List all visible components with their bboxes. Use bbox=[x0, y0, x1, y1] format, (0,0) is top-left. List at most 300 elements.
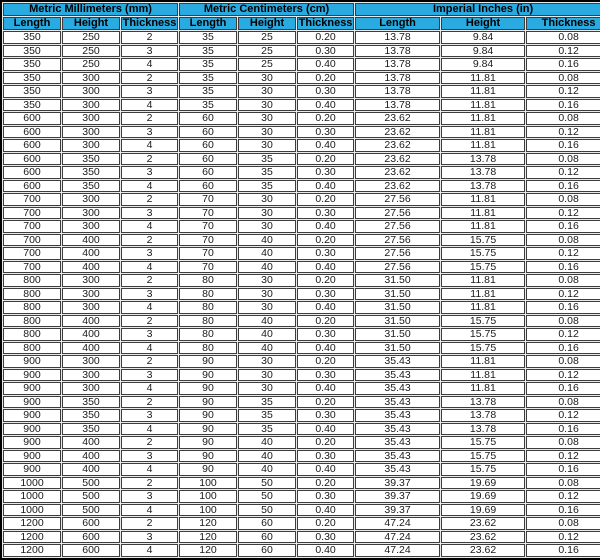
cell: 13.78 bbox=[441, 396, 525, 409]
table-row bbox=[3, 477, 600, 490]
cell: 0.40 bbox=[297, 423, 354, 436]
group-header-metric-cm: Metric Centimeters (cm) bbox=[179, 3, 354, 16]
table-row bbox=[3, 423, 600, 436]
cell: 0.12 bbox=[526, 247, 600, 260]
cell: 3 bbox=[121, 369, 178, 382]
table-row bbox=[3, 153, 600, 166]
cell: 4 bbox=[121, 382, 178, 395]
cell: 9.84 bbox=[441, 45, 525, 58]
cell: 0.16 bbox=[526, 139, 600, 152]
column-header-thickness-mm: Thickness bbox=[122, 17, 177, 29]
cell: 35 bbox=[179, 31, 237, 44]
cell: 4 bbox=[121, 139, 178, 152]
cell: 0.30 bbox=[297, 166, 354, 179]
cell: 0.16 bbox=[526, 382, 600, 395]
cell: 15.75 bbox=[441, 315, 525, 328]
cell: 900 bbox=[3, 436, 61, 449]
cell: 350 bbox=[3, 45, 61, 58]
table-row bbox=[3, 139, 600, 152]
cell: 350 bbox=[3, 85, 61, 98]
cell: 13.78 bbox=[355, 58, 440, 71]
cell: 300 bbox=[62, 288, 120, 301]
cell: 35 bbox=[179, 58, 237, 71]
cell: 35 bbox=[179, 72, 237, 85]
cell: 23.62 bbox=[441, 517, 525, 530]
cell: 0.12 bbox=[526, 409, 600, 422]
cell: 0.20 bbox=[297, 396, 354, 409]
cell: 11.81 bbox=[441, 355, 525, 368]
cell: 0.40 bbox=[297, 463, 354, 476]
cell: 800 bbox=[3, 315, 61, 328]
cell: 35 bbox=[238, 396, 296, 409]
cell: 2 bbox=[121, 234, 178, 247]
cell: 40 bbox=[238, 234, 296, 247]
cell: 60 bbox=[238, 544, 296, 557]
cell: 35 bbox=[179, 99, 237, 112]
cell: 400 bbox=[62, 234, 120, 247]
cell: 31.50 bbox=[355, 342, 440, 355]
cell: 90 bbox=[179, 436, 237, 449]
cell: 90 bbox=[179, 450, 237, 463]
cell: 120 bbox=[179, 531, 237, 544]
cell: 0.16 bbox=[526, 99, 600, 112]
cell: 30 bbox=[238, 126, 296, 139]
cell: 19.69 bbox=[441, 490, 525, 503]
cell: 0.40 bbox=[297, 342, 354, 355]
cell: 300 bbox=[62, 369, 120, 382]
cell: 11.81 bbox=[441, 382, 525, 395]
cell: 39.37 bbox=[355, 477, 440, 490]
cell: 600 bbox=[62, 531, 120, 544]
cell: 3 bbox=[121, 531, 178, 544]
cell: 0.16 bbox=[526, 463, 600, 476]
cell: 300 bbox=[62, 99, 120, 112]
cell: 350 bbox=[3, 72, 61, 85]
cell: 90 bbox=[179, 423, 237, 436]
cell: 0.12 bbox=[526, 207, 600, 220]
cell: 19.69 bbox=[441, 477, 525, 490]
cell: 40 bbox=[238, 328, 296, 341]
cell: 35.43 bbox=[355, 436, 440, 449]
cell: 30 bbox=[238, 112, 296, 125]
cell: 0.20 bbox=[297, 72, 354, 85]
cell: 70 bbox=[179, 234, 237, 247]
cell: 250 bbox=[62, 45, 120, 58]
cell: 400 bbox=[62, 463, 120, 476]
cell: 30 bbox=[238, 139, 296, 152]
cell: 30 bbox=[238, 72, 296, 85]
table-body bbox=[3, 31, 600, 557]
cell: 0.08 bbox=[526, 477, 600, 490]
cell: 11.81 bbox=[441, 99, 525, 112]
cell: 0.16 bbox=[526, 261, 600, 274]
cell: 300 bbox=[62, 85, 120, 98]
cell: 0.20 bbox=[297, 234, 354, 247]
cell: 35.43 bbox=[355, 450, 440, 463]
cell: 1200 bbox=[3, 517, 61, 530]
cell: 0.20 bbox=[297, 315, 354, 328]
cell: 300 bbox=[62, 207, 120, 220]
cell: 0.20 bbox=[297, 517, 354, 530]
cell: 800 bbox=[3, 328, 61, 341]
table-row bbox=[3, 180, 600, 193]
cell: 600 bbox=[3, 166, 61, 179]
cell: 350 bbox=[62, 409, 120, 422]
cell: 39.37 bbox=[355, 490, 440, 503]
column-header-thickness-in: Thickness bbox=[526, 17, 600, 30]
cell: 0.30 bbox=[297, 490, 354, 503]
cell: 35 bbox=[238, 153, 296, 166]
cell: 30 bbox=[238, 301, 296, 314]
table-row bbox=[3, 247, 600, 260]
cell: 100 bbox=[179, 490, 237, 503]
cell: 2 bbox=[121, 193, 178, 206]
cell: 0.40 bbox=[297, 382, 354, 395]
cell: 0.40 bbox=[297, 220, 354, 233]
cell: 0.30 bbox=[297, 409, 354, 422]
cell: 40 bbox=[238, 450, 296, 463]
cell: 23.62 bbox=[355, 126, 440, 139]
cell: 11.81 bbox=[441, 193, 525, 206]
cell: 90 bbox=[179, 409, 237, 422]
cell: 0.40 bbox=[297, 180, 354, 193]
cell: 30 bbox=[238, 193, 296, 206]
cell: 0.20 bbox=[297, 31, 354, 44]
cell: 70 bbox=[179, 220, 237, 233]
cell: 0.12 bbox=[526, 490, 600, 503]
cell: 1000 bbox=[3, 490, 61, 503]
cell: 4 bbox=[121, 180, 178, 193]
cell: 300 bbox=[62, 139, 120, 152]
cell: 2 bbox=[121, 315, 178, 328]
cell: 2 bbox=[121, 396, 178, 409]
cell: 250 bbox=[62, 58, 120, 71]
cell: 300 bbox=[62, 220, 120, 233]
cell: 400 bbox=[62, 436, 120, 449]
cell: 300 bbox=[62, 301, 120, 314]
cell: 3 bbox=[121, 126, 178, 139]
table-row bbox=[3, 409, 600, 422]
table-row bbox=[3, 234, 600, 247]
table-row bbox=[3, 274, 600, 287]
cell: 900 bbox=[3, 423, 61, 436]
column-header-row bbox=[3, 17, 600, 30]
cell: 300 bbox=[62, 355, 120, 368]
cell: 35 bbox=[238, 166, 296, 179]
cell: 27.56 bbox=[355, 207, 440, 220]
cell: 70 bbox=[179, 207, 237, 220]
cell: 800 bbox=[3, 274, 61, 287]
cell: 27.56 bbox=[355, 193, 440, 206]
cell: 0.30 bbox=[297, 207, 354, 220]
cell: 2 bbox=[121, 436, 178, 449]
cell: 90 bbox=[179, 382, 237, 395]
cell: 3 bbox=[121, 409, 178, 422]
cell: 0.30 bbox=[297, 369, 354, 382]
cell: 0.16 bbox=[526, 423, 600, 436]
cell: 11.81 bbox=[441, 139, 525, 152]
cell: 80 bbox=[179, 288, 237, 301]
cell: 40 bbox=[238, 463, 296, 476]
cell: 70 bbox=[179, 193, 237, 206]
cell: 19.69 bbox=[441, 504, 525, 517]
cell: 0.08 bbox=[526, 274, 600, 287]
cell: 0.12 bbox=[526, 328, 600, 341]
cell: 2 bbox=[121, 112, 178, 125]
cell: 0.12 bbox=[526, 166, 600, 179]
table-row bbox=[3, 436, 600, 449]
cell: 25 bbox=[238, 45, 296, 58]
cell: 35 bbox=[179, 45, 237, 58]
table-row bbox=[3, 220, 600, 233]
cell: 250 bbox=[62, 31, 120, 44]
cell: 900 bbox=[3, 409, 61, 422]
cell: 0.16 bbox=[526, 342, 600, 355]
cell: 120 bbox=[179, 517, 237, 530]
cell: 11.81 bbox=[441, 301, 525, 314]
cell: 350 bbox=[62, 166, 120, 179]
cell: 0.16 bbox=[526, 180, 600, 193]
cell: 13.78 bbox=[355, 85, 440, 98]
cell: 60 bbox=[179, 180, 237, 193]
table-row bbox=[3, 531, 600, 544]
cell: 0.12 bbox=[526, 369, 600, 382]
cell: 700 bbox=[3, 193, 61, 206]
cell: 0.30 bbox=[297, 531, 354, 544]
cell: 50 bbox=[238, 504, 296, 517]
cell: 31.50 bbox=[355, 274, 440, 287]
cell: 2 bbox=[121, 274, 178, 287]
cell: 900 bbox=[3, 463, 61, 476]
cell: 0.12 bbox=[526, 45, 600, 58]
table-row bbox=[3, 126, 600, 139]
cell: 30 bbox=[238, 274, 296, 287]
table-row bbox=[3, 396, 600, 409]
cell: 40 bbox=[238, 247, 296, 260]
cell: 4 bbox=[121, 301, 178, 314]
cell: 60 bbox=[179, 112, 237, 125]
cell: 3 bbox=[121, 247, 178, 260]
cell: 11.81 bbox=[441, 274, 525, 287]
cell: 0.30 bbox=[297, 247, 354, 260]
cell: 0.08 bbox=[526, 396, 600, 409]
cell: 0.08 bbox=[526, 72, 600, 85]
cell: 3 bbox=[121, 207, 178, 220]
cell: 15.75 bbox=[441, 234, 525, 247]
cell: 0.40 bbox=[297, 261, 354, 274]
cell: 25 bbox=[238, 31, 296, 44]
table-row bbox=[3, 261, 600, 274]
cell: 11.81 bbox=[441, 112, 525, 125]
cell: 3 bbox=[121, 328, 178, 341]
cell: 1200 bbox=[3, 531, 61, 544]
cell: 0.12 bbox=[526, 531, 600, 544]
cell: 13.78 bbox=[355, 72, 440, 85]
cell: 90 bbox=[179, 396, 237, 409]
cell: 600 bbox=[3, 126, 61, 139]
cell: 60 bbox=[179, 139, 237, 152]
cell: 47.24 bbox=[355, 517, 440, 530]
cell: 400 bbox=[62, 261, 120, 274]
cell: 3 bbox=[121, 288, 178, 301]
cell: 35.43 bbox=[355, 355, 440, 368]
cell: 11.81 bbox=[441, 85, 525, 98]
cell: 0.30 bbox=[297, 45, 354, 58]
cell: 0.30 bbox=[297, 450, 354, 463]
cell: 30 bbox=[238, 85, 296, 98]
cell: 47.24 bbox=[355, 544, 440, 557]
cell: 23.62 bbox=[355, 180, 440, 193]
cell: 23.62 bbox=[441, 531, 525, 544]
cell: 40 bbox=[238, 315, 296, 328]
cell: 100 bbox=[179, 477, 237, 490]
cell: 700 bbox=[3, 234, 61, 247]
group-header-imperial-in: Imperial Inches (in) bbox=[355, 3, 600, 16]
cell: 3 bbox=[121, 450, 178, 463]
cell: 70 bbox=[179, 247, 237, 260]
table-row bbox=[3, 504, 600, 517]
table-row bbox=[3, 450, 600, 463]
table-row bbox=[3, 288, 600, 301]
cell: 15.75 bbox=[441, 328, 525, 341]
cell: 70 bbox=[179, 261, 237, 274]
cell: 11.81 bbox=[441, 288, 525, 301]
cell: 900 bbox=[3, 450, 61, 463]
cell: 13.78 bbox=[441, 409, 525, 422]
cell: 40 bbox=[238, 342, 296, 355]
cell: 600 bbox=[3, 153, 61, 166]
cell: 35.43 bbox=[355, 409, 440, 422]
cell: 0.08 bbox=[526, 517, 600, 530]
cell: 0.08 bbox=[526, 355, 600, 368]
cell: 350 bbox=[62, 396, 120, 409]
column-header-length-in: Length bbox=[355, 17, 440, 30]
cell: 13.78 bbox=[355, 31, 440, 44]
table-row bbox=[3, 45, 600, 58]
cell: 13.78 bbox=[441, 153, 525, 166]
cell: 1000 bbox=[3, 477, 61, 490]
table-row bbox=[3, 166, 600, 179]
cell: 31.50 bbox=[355, 301, 440, 314]
cell: 40 bbox=[238, 261, 296, 274]
cell: 30 bbox=[238, 220, 296, 233]
column-header-length-cm: Length bbox=[179, 17, 237, 30]
cell: 13.78 bbox=[355, 99, 440, 112]
cell: 500 bbox=[62, 477, 120, 490]
cell: 600 bbox=[3, 139, 61, 152]
table-row bbox=[3, 207, 600, 220]
cell: 0.12 bbox=[526, 288, 600, 301]
cell: 0.08 bbox=[526, 234, 600, 247]
cell: 600 bbox=[3, 112, 61, 125]
cell: 700 bbox=[3, 247, 61, 260]
column-header-height-mm: Height bbox=[62, 17, 120, 30]
cell: 2 bbox=[121, 517, 178, 530]
cell: 4 bbox=[121, 423, 178, 436]
cell: 35 bbox=[238, 423, 296, 436]
table-row bbox=[3, 544, 600, 557]
cell: 27.56 bbox=[355, 261, 440, 274]
cell: 35.43 bbox=[355, 423, 440, 436]
table-row bbox=[3, 99, 600, 112]
cell: 0.16 bbox=[526, 301, 600, 314]
table-row bbox=[3, 369, 600, 382]
cell: 13.78 bbox=[441, 166, 525, 179]
cell: 100 bbox=[179, 504, 237, 517]
cell: 1000 bbox=[3, 504, 61, 517]
cell: 35.43 bbox=[355, 463, 440, 476]
cell: 4 bbox=[121, 544, 178, 557]
cell: 31.50 bbox=[355, 328, 440, 341]
table-row bbox=[3, 193, 600, 206]
cell: 800 bbox=[3, 342, 61, 355]
cell: 27.56 bbox=[355, 234, 440, 247]
cell: 15.75 bbox=[441, 261, 525, 274]
cell: 0.20 bbox=[297, 193, 354, 206]
cell: 1200 bbox=[3, 544, 61, 557]
cell: 35 bbox=[238, 409, 296, 422]
cell: 350 bbox=[3, 31, 61, 44]
cell: 15.75 bbox=[441, 450, 525, 463]
column-header-length-mm: Length bbox=[3, 17, 61, 30]
cell: 2 bbox=[121, 477, 178, 490]
cell: 4 bbox=[121, 261, 178, 274]
cell: 4 bbox=[121, 342, 178, 355]
cell: 400 bbox=[62, 328, 120, 341]
table-row bbox=[3, 463, 600, 476]
cell: 30 bbox=[238, 288, 296, 301]
cell: 0.12 bbox=[526, 126, 600, 139]
cell: 60 bbox=[238, 531, 296, 544]
cell: 0.40 bbox=[297, 504, 354, 517]
cell: 300 bbox=[62, 193, 120, 206]
cell: 13.78 bbox=[441, 180, 525, 193]
cell: 350 bbox=[3, 58, 61, 71]
cell: 25 bbox=[238, 58, 296, 71]
cell: 50 bbox=[238, 490, 296, 503]
cell: 3 bbox=[121, 490, 178, 503]
cell: 30 bbox=[238, 207, 296, 220]
cell: 30 bbox=[238, 369, 296, 382]
cell: 0.20 bbox=[297, 112, 354, 125]
cell: 800 bbox=[3, 288, 61, 301]
cell: 500 bbox=[62, 490, 120, 503]
cell: 900 bbox=[3, 396, 61, 409]
table-row bbox=[3, 85, 600, 98]
cell: 350 bbox=[62, 180, 120, 193]
column-header-thickness-cm: Thickness bbox=[298, 17, 353, 29]
cell: 0.20 bbox=[297, 355, 354, 368]
cell: 0.08 bbox=[526, 153, 600, 166]
cell: 35.43 bbox=[355, 396, 440, 409]
cell: 23.62 bbox=[441, 544, 525, 557]
cell: 4 bbox=[121, 58, 178, 71]
cell: 60 bbox=[238, 517, 296, 530]
cell: 0.20 bbox=[297, 436, 354, 449]
cell: 900 bbox=[3, 382, 61, 395]
table-row bbox=[3, 31, 600, 44]
cell: 80 bbox=[179, 301, 237, 314]
cell: 0.08 bbox=[526, 315, 600, 328]
cell: 500 bbox=[62, 504, 120, 517]
cell: 30 bbox=[238, 382, 296, 395]
cell: 11.81 bbox=[441, 126, 525, 139]
cell: 0.08 bbox=[526, 112, 600, 125]
table-row bbox=[3, 112, 600, 125]
cell: 0.20 bbox=[297, 274, 354, 287]
group-header-metric-mm: Metric Millimeters (mm) bbox=[3, 3, 178, 16]
cell: 30 bbox=[238, 355, 296, 368]
